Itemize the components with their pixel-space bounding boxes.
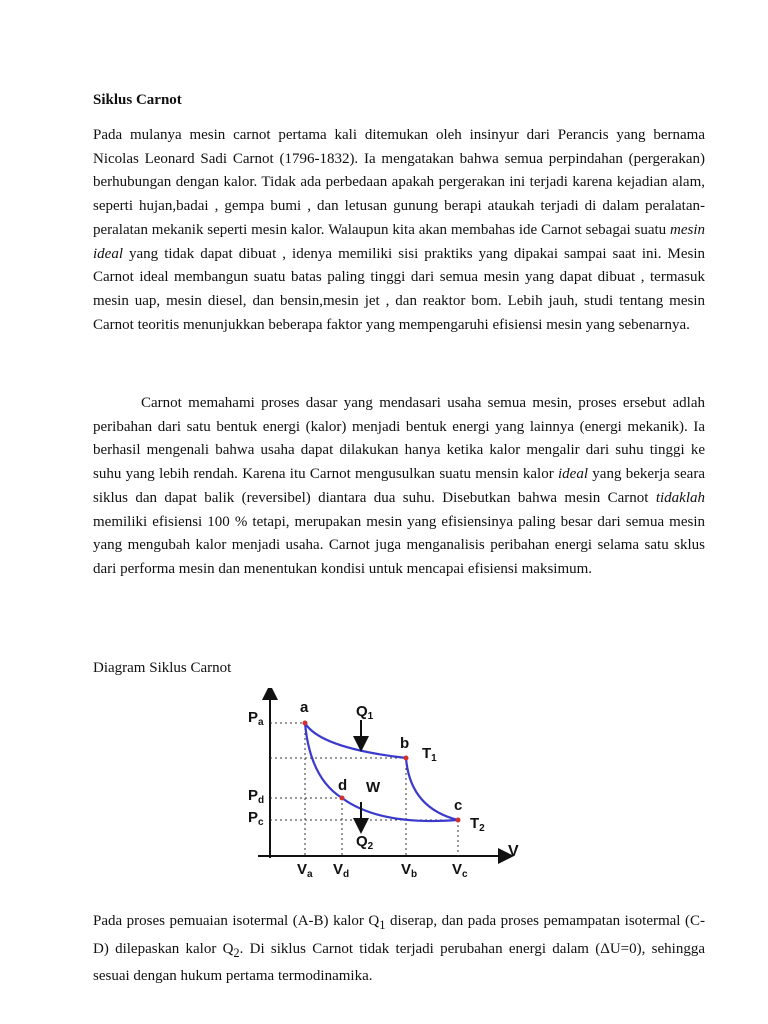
temp-high-label: $T_1$	[422, 745, 437, 764]
diagram-caption: Diagram Siklus Carnot	[93, 660, 232, 676]
adiabatic-compression-curve	[305, 723, 342, 798]
isotherm-high-curve	[305, 723, 406, 758]
volume-tick-c: $V_c$	[452, 861, 468, 880]
label-a: a	[300, 699, 309, 716]
paragraph-iso-text-3: . Di siklus Carnot tidak terjadi perubahan energi dalam (	[239, 940, 601, 957]
paragraph-isothermal	[93, 910, 705, 989]
paragraph-iso-sub-2: 2	[233, 945, 240, 960]
point-d	[340, 796, 345, 801]
paragraph-intro-text-2: yang tidak dapat dibuat , idenya memiliki sisi praktiks yang dipakai sampai saat ini. Mesin Carnot ideal membangun suatu batas paling tinggi dari semua mesin yang dapat dibuat , termasuk mesin uap, mesin diesel, dan bensin,mesin jet , dan reaktor bom. Lebih jauh, studi tentang mesin Carnot teoritis menunjukkan beberapa faktor yang mempengaruhi efisiensi mesin yang sebenarnya.	[93, 245, 705, 333]
point-a	[303, 721, 308, 726]
pressure-tick-a: $P_a$	[248, 709, 264, 728]
heat-in-label: $Q_1$	[356, 703, 374, 722]
paragraph-process-italic-2: tidaklah	[655, 489, 705, 506]
paragraph-iso-delta: ΔU=0	[600, 940, 637, 957]
volume-tick-b: $V_b$	[401, 861, 418, 880]
label-b: b	[400, 735, 410, 752]
point-b	[404, 756, 409, 761]
volume-axis-label: V	[508, 843, 519, 860]
paragraph-iso-sub-1: 1	[379, 918, 386, 932]
paragraph-iso-text-1: Pada proses pemuaian isotermal (A-B) kalor Q	[93, 913, 380, 929]
paragraph-intro-text-1: Pada mulanya mesin carnot pertama kali ditemukan oleh insinyur dari Perancis yang bernama Nicolas Leonard Sadi Carnot (1796-1832). Ia mengatakan bahwa semua perpindahan (pergerakan) berhubungan dengan kalor. Tidak ada perbedaan apakah pergerakan ini terjadi karena kejadian alam, seperti hujan,badai , gempa bumi , dan letusan gunung berapi ataukah terjadi di dalam peralatan-peralatan mekanik seperti mesin kalor. Walaupun kita akan membahas ide Carnot sebagai suatu	[93, 127, 705, 238]
pressure-tick-d: $P_d$	[248, 787, 265, 806]
adiabatic-expansion-curve	[406, 758, 458, 820]
pressure-tick-c: $P_c$	[248, 809, 264, 828]
paragraph-intro	[93, 124, 705, 337]
volume-tick-d: $V_d$	[333, 861, 350, 880]
paragraph-iso-text-2: diserap, dan pada proses pemampatan isotermal (C-D) dilepaskan kalor Q	[93, 913, 705, 957]
paragraph-process-text-2: yang bekerja seara siklus dan dapat balik (reversibel) diantara dua suhu. Disebutkan bahwa mesin Carnot	[93, 466, 705, 506]
paragraph-process-text-3: memiliki efisiensi 100 % tetapi, merupakan mesin yang efisiensinya paling besar dari semua mesin yang mengubah kalor menjadi usaha. Carnot juga menganalisis peribahan energi selama satu sklus dari performa mesin dan menentukan kondisi untuk mencapai efisiensi maksimum.	[93, 513, 705, 577]
paragraph-carnot-process	[93, 392, 705, 582]
point-c	[456, 818, 461, 823]
paragraph-process-text-1: Carnot memahami proses dasar yang mendasari usaha semua mesin, proses ersebut adlah peribahan dari satu bentuk energi (kalor) menjadi bentuk energi yang lainnya (energi mekanik). Ia berhasil mengenali bahwa usaha dapat dilakukan hanya ketika kalor mengalir dari suhu tinggi ke suhu yang lebih rendah. Karena itu Carnot mengusulkan suatu mensin kalor	[93, 395, 705, 483]
paragraph-process-italic-1: ideal	[558, 466, 589, 483]
document-title: Siklus Carnot	[93, 92, 182, 108]
carnot-pv-diagram	[230, 688, 530, 884]
label-c: c	[454, 797, 463, 814]
label-work: W	[366, 779, 381, 796]
temp-low-label: $T_2$	[470, 815, 485, 834]
volume-tick-a: $V_a$	[297, 861, 313, 880]
heat-out-label: $Q_2$	[356, 833, 374, 852]
label-d: d	[338, 777, 348, 794]
isotherm-low-curve	[342, 798, 458, 821]
paragraph-intro-italic: mesin ideal	[93, 221, 705, 262]
paragraph-iso-text-4: ), sehingga sesuai dengan hukum pertama termodinamika.	[93, 940, 705, 985]
